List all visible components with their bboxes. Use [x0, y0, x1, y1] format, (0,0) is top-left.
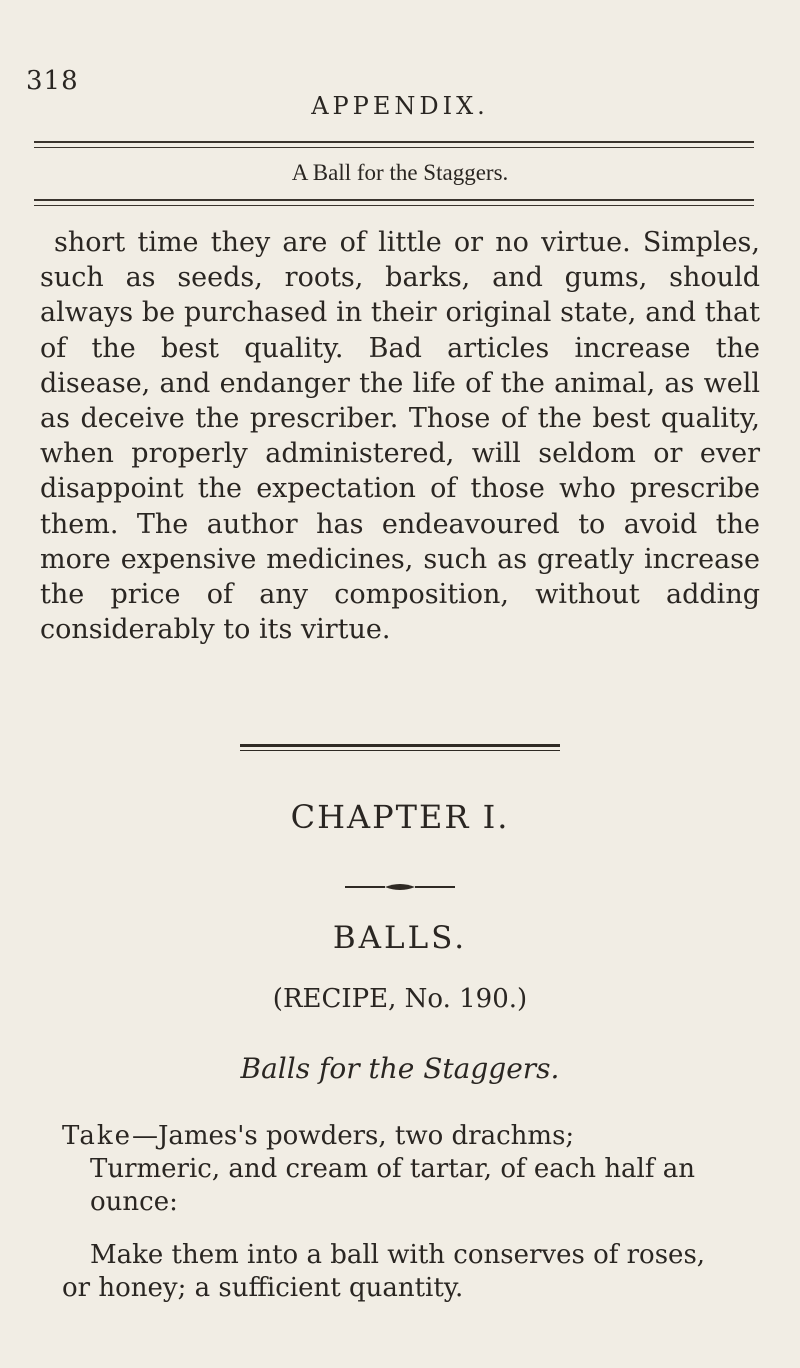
ingredient-2: Turmeric, and cream of tartar, of each half an: [90, 1154, 696, 1184]
running-head: APPENDIX.: [311, 92, 489, 120]
body-paragraph: short time they are of little or no virtue. Simples, such as seeds, roots, barks, and gums, should always be purchased in their original state, and that of the best quality. Bad articles increase the disease, and endanger the life of the animal, as well as deceive the prescriber. Those of the best quality, when properly administered, will seldom or ever disappoint the expectation of those who prescribe them. The author has endeavoured to avoid the more expensive medicines, such as greatly increase the price of any composition, without adding considerably to its virtue.: [40, 227, 760, 646]
take-label: Take: [62, 1121, 132, 1151]
recipe-body: [62, 1120, 762, 1305]
ingredient-1: —James's powders, two drachms;: [131, 1121, 575, 1151]
section-heading: BALLS.: [332, 920, 468, 956]
ingredient-2-continued: ounce:: [90, 1187, 178, 1217]
ornament-rule-icon: [345, 882, 455, 892]
body-text: [40, 225, 760, 647]
chapter-heading: CHAPTER I.: [290, 798, 510, 836]
page-number: 318: [26, 66, 79, 96]
directions-2: or honey; a sufficient quantity.: [62, 1273, 464, 1303]
header-rule-top: [34, 141, 754, 143]
recipe-line-1: [62, 1120, 762, 1153]
recipe-number: (RECIPE, No. 190.): [272, 984, 528, 1014]
chapter-divider: [240, 744, 560, 754]
section-subhead: A Ball for the Staggers.: [291, 160, 509, 185]
header-rule-bottom-thin: [34, 205, 754, 206]
header-rule-top-thin: [34, 147, 754, 148]
recipe-title: Balls for the Staggers.: [240, 1052, 560, 1085]
directions-1: Make them into a ball with conserves of roses,: [90, 1240, 706, 1270]
header-rule-bottom: [34, 199, 754, 201]
